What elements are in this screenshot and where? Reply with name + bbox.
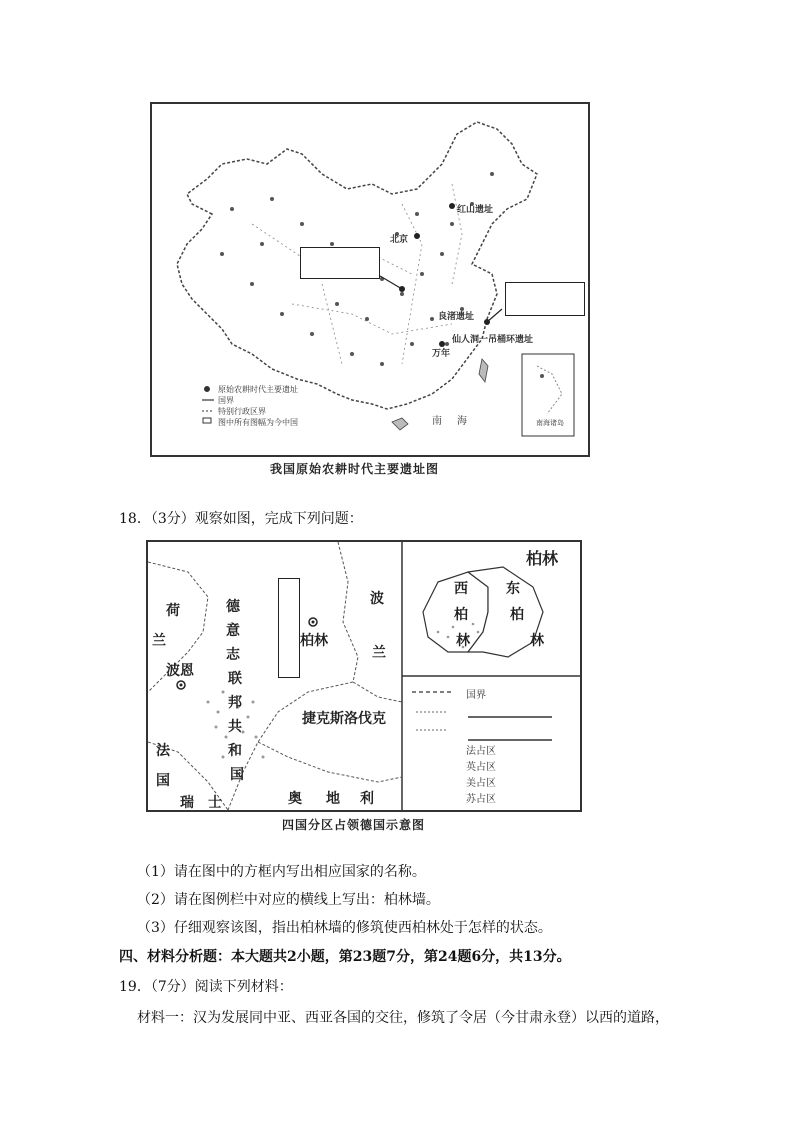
label-lan2: 兰 (372, 645, 386, 661)
inset-dong: 东 (506, 581, 520, 597)
germany-char-7: 国 (230, 767, 244, 783)
q18-stem: 18．（3分）观察如图，完成下列问题： (119, 511, 363, 527)
germany-char-6: 和 (228, 743, 242, 759)
map1-legend-symbols (202, 387, 214, 424)
map2-caption: 四国分区占领德国示意图 (282, 818, 426, 832)
q19-material1: 材料一：汉为发展同中亚、西亚各国的交往，修筑了令居（今甘肃永登）以西的道路， (137, 1010, 669, 1026)
map2-legend-zone-3: 苏占区 (466, 794, 496, 805)
germany-char-2: 志 (226, 647, 240, 663)
inset-lin2: 林 (530, 633, 544, 649)
inset-bo2: 柏 (510, 607, 524, 623)
label-fa-guo: 国 (156, 773, 170, 789)
label-austria-b: 地 (326, 791, 340, 807)
label-beijing: 北京 (390, 235, 409, 245)
map2-legend-zone-2: 美占区 (466, 778, 496, 789)
germany-char-1: 意 (226, 623, 240, 639)
label-france: 法 (156, 743, 170, 759)
germany-char-0: 德 (226, 599, 240, 615)
label-he: 荷 (166, 603, 180, 619)
q18-sub2: （2）请在图例栏中对应的横线上写出：柏林墙。 (137, 892, 440, 908)
map1-legend-2: 特别行政区界 (218, 407, 266, 416)
taiwan-island (479, 359, 488, 382)
answer-box-1[interactable] (300, 247, 380, 279)
label-austria-c: 利 (360, 791, 374, 807)
label-hai: 海 (457, 416, 467, 427)
hongshan-marker (449, 203, 455, 209)
label-south-sea: 南海诸岛 (536, 419, 564, 427)
beijing-marker (414, 233, 420, 239)
germany-char-5: 共 (228, 719, 242, 735)
hemudu-marker (484, 319, 490, 325)
label-xianren: 仙人洞一吊桶环遗址 (452, 335, 534, 345)
map2-legend-border: 国界 (466, 690, 486, 701)
hainan-island (392, 418, 408, 430)
label-hemudu: 良渚遗址 (438, 312, 475, 322)
answer-box-2[interactable] (505, 282, 585, 316)
label-lan: 兰 (152, 633, 166, 649)
label-austria-a: 奥 (288, 791, 302, 807)
inset-title: 柏林 (526, 549, 559, 568)
map1-caption: 我国原始农耕时代主要遗址图 (270, 462, 440, 476)
map2-legend-zone-0: 法占区 (466, 746, 496, 757)
map2-legend-zone-1: 英占区 (466, 762, 496, 773)
label-hongshan: 红山遗址 (457, 205, 494, 215)
germany-char-4: 邦 (228, 695, 242, 711)
inset-bo: 柏 (454, 607, 468, 623)
label-berlin: 柏林 (300, 633, 328, 649)
label-bo: 波 (370, 591, 384, 607)
germany-char-3: 联 (228, 671, 242, 687)
q18-sub1: （1）请在图中的方框内写出相应国家的名称。 (137, 864, 426, 880)
map1-legend-1: 国界 (218, 396, 234, 405)
label-bonn: 波恩 (166, 663, 194, 679)
banpo-marker (399, 286, 405, 292)
label-swiss: 瑞 士 (180, 795, 222, 811)
inset-xi: 西 (454, 581, 468, 597)
answer-box-3[interactable] (278, 578, 300, 678)
label-nan: 南 (432, 416, 442, 427)
inset-lin: 林 (456, 633, 470, 649)
pointer-line-1 (380, 276, 402, 289)
q19-stem: 19．（7分）阅读下列材料： (119, 979, 293, 995)
section4-heading: 四、材料分析题：本大题共2小题，第23题7分，第24题6分，共13分。 (119, 949, 571, 965)
label-czech: 捷克斯洛伐克 (302, 711, 386, 727)
map1-legend-3: 图中所有图幅为今中国 (218, 418, 298, 427)
china-map-frame (150, 102, 590, 457)
label-wannian: 万年 (432, 349, 451, 359)
q18-sub3: （3）仔细观察该图，指出柏林墙的修筑使西柏林处于怎样的状态。 (137, 920, 552, 936)
map1-legend-0: 原始农耕时代主要遗址 (218, 385, 298, 394)
germany-map-frame (146, 540, 582, 812)
